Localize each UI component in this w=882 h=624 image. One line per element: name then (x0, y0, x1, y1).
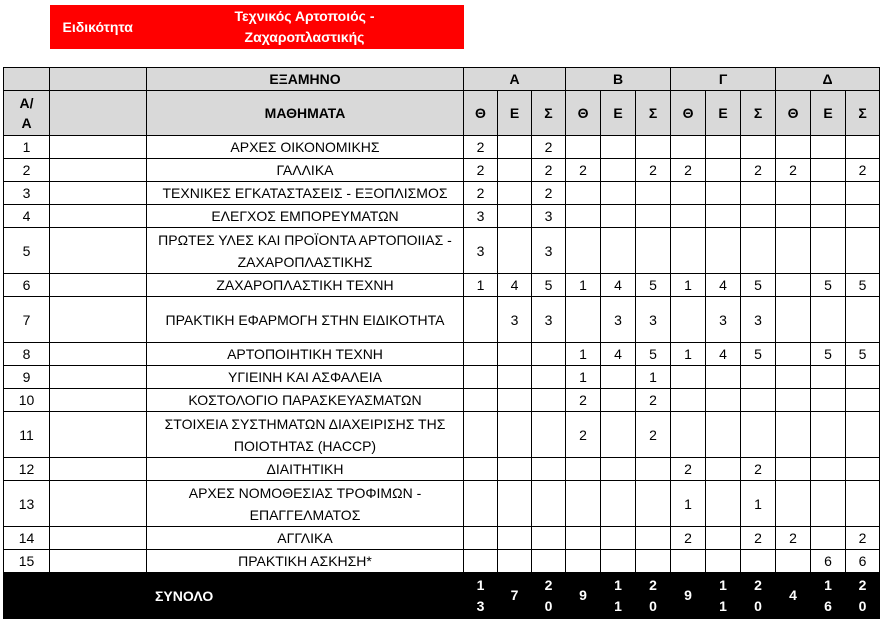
hours-cell (741, 182, 776, 205)
hours-cell (776, 205, 811, 228)
hours-cell (811, 458, 846, 481)
hours-cell (601, 458, 636, 481)
hours-cell (532, 343, 566, 366)
subjects-header: ΜΑΘΗΜΑΤΑ (147, 91, 464, 136)
hours-cell (498, 389, 532, 412)
hours-cell (636, 182, 671, 205)
hours-cell (601, 205, 636, 228)
hours-cell (566, 481, 601, 527)
hours-cell (811, 159, 846, 182)
hours-cell (846, 412, 880, 458)
table-row (4, 228, 880, 274)
hours-cell (464, 412, 498, 458)
hours-cell (498, 366, 532, 389)
hours-cell: 5 (532, 274, 566, 297)
blank-cell (50, 68, 147, 91)
hours-cell (776, 550, 811, 573)
hours-cell (846, 366, 880, 389)
subject-name: ΚΟΣΤΟΛΟΓΙΟ ΠΑΡΑΣΚΕΥΑΣΜΑΤΩΝ (147, 389, 464, 412)
hours-cell: 3 (532, 228, 566, 274)
table-row (4, 343, 880, 366)
hours-cell: 1 (671, 274, 706, 297)
hours-cell: 2 (846, 527, 880, 550)
hours-cell (601, 481, 636, 527)
hours-cell (671, 182, 706, 205)
subject-name: ΠΡΑΚΤΙΚΗ ΕΦΑΡΜΟΓΗ ΣΤΗΝ ΕΙΔΙΚΟΤΗΤΑ (147, 297, 464, 343)
hours-cell (671, 228, 706, 274)
hours-cell (776, 297, 811, 343)
hours-cell (636, 136, 671, 159)
sub-col-theory: Θ (566, 91, 601, 136)
hours-cell: 3 (532, 205, 566, 228)
hours-cell (636, 550, 671, 573)
hours-cell (601, 159, 636, 182)
subject-name: ΖΑΧΑΡΟΠΛΑΣΤΙΚΗ ΤΕΧΝΗ (147, 274, 464, 297)
hours-cell: 5 (846, 343, 880, 366)
hours-cell (741, 136, 776, 159)
hours-cell (706, 366, 741, 389)
row-number: 11 (4, 412, 50, 458)
hours-cell: 3 (464, 205, 498, 228)
table-row (4, 389, 880, 412)
hours-cell (846, 205, 880, 228)
hours-cell: 2 (671, 458, 706, 481)
table-row (4, 274, 880, 297)
hours-cell (566, 205, 601, 228)
hours-cell (671, 136, 706, 159)
hours-cell: 2 (464, 136, 498, 159)
hours-cell (532, 366, 566, 389)
blank-cell (50, 182, 147, 205)
sub-col-total: Σ (741, 91, 776, 136)
table-row (4, 366, 880, 389)
hours-cell (498, 412, 532, 458)
hours-cell (464, 458, 498, 481)
hours-cell (498, 136, 532, 159)
hours-cell: 2 (741, 458, 776, 481)
hours-cell: 1 (636, 366, 671, 389)
blank-cell (50, 412, 147, 458)
hours-cell (671, 297, 706, 343)
hours-cell: 2 (636, 159, 671, 182)
blank-cell (4, 573, 50, 619)
hours-cell (498, 527, 532, 550)
blank-cell (50, 481, 147, 527)
hours-cell: 2 (532, 159, 566, 182)
total-cell: 11 (706, 573, 741, 619)
hours-cell (532, 481, 566, 527)
curriculum-table (3, 67, 880, 619)
hours-cell (811, 527, 846, 550)
hours-cell: 3 (498, 297, 532, 343)
hours-cell: 2 (776, 159, 811, 182)
table-row (4, 550, 880, 573)
hours-cell (846, 297, 880, 343)
row-number: 2 (4, 159, 50, 182)
hours-cell (566, 550, 601, 573)
row-number: 3 (4, 182, 50, 205)
hours-cell: 2 (566, 159, 601, 182)
hours-cell: 2 (741, 159, 776, 182)
semester-c: Γ (671, 68, 776, 91)
hours-cell (464, 297, 498, 343)
hours-cell (706, 527, 741, 550)
table-row (4, 412, 880, 458)
hours-cell: 1 (671, 343, 706, 366)
table-row (4, 481, 880, 527)
column-header-row (4, 91, 880, 136)
sub-col-lab: Ε (811, 91, 846, 136)
hours-cell: 2 (566, 389, 601, 412)
hours-cell (601, 182, 636, 205)
hours-cell: 5 (741, 343, 776, 366)
row-number: 10 (4, 389, 50, 412)
hours-cell (811, 297, 846, 343)
row-number: 8 (4, 343, 50, 366)
semester-b: Β (566, 68, 671, 91)
hours-cell (464, 343, 498, 366)
hours-cell: 3 (706, 297, 741, 343)
hours-cell: 3 (636, 297, 671, 343)
subject-name: ΥΓΙΕΙΝΗ ΚΑΙ ΑΣΦΑΛΕΙΑ (147, 366, 464, 389)
hours-cell (498, 458, 532, 481)
blank-cell (50, 159, 147, 182)
subject-name: ΠΡΑΚΤΙΚΗ ΑΣΚΗΣΗ* (147, 550, 464, 573)
subject-name: ΣΤΟΙΧΕΙΑ ΣΥΣΤΗΜΑΤΩΝ ΔΙΑΧΕΙΡΙΣΗΣ ΤΗΣ ΠΟΙΟΤΗΤΑΣ (HACCP) (147, 412, 464, 458)
row-number: 5 (4, 228, 50, 274)
hours-cell (846, 481, 880, 527)
row-number: 1 (4, 136, 50, 159)
subject-name: ΑΡΧΕΣ ΟΙΚΟΝΟΜΙΚΗΣ (147, 136, 464, 159)
semester-d: Δ (776, 68, 880, 91)
sub-col-lab: Ε (498, 91, 532, 136)
hours-cell (498, 481, 532, 527)
total-cell: 16 (811, 573, 846, 619)
blank-cell (50, 366, 147, 389)
hours-cell (464, 366, 498, 389)
subject-name: ΑΓΓΛΙΚΑ (147, 527, 464, 550)
table-row (4, 159, 880, 182)
hours-cell (741, 205, 776, 228)
hours-cell: 1 (566, 274, 601, 297)
hours-cell (776, 274, 811, 297)
semester-a: Α (464, 68, 566, 91)
hours-cell (532, 550, 566, 573)
hours-cell: 2 (741, 527, 776, 550)
sub-col-total: Σ (532, 91, 566, 136)
hours-cell (498, 550, 532, 573)
hours-cell (601, 550, 636, 573)
blank-cell (50, 527, 147, 550)
hours-cell: 2 (636, 389, 671, 412)
hours-cell (498, 343, 532, 366)
hours-cell (741, 228, 776, 274)
hours-cell (706, 458, 741, 481)
hours-cell (498, 159, 532, 182)
row-number: 14 (4, 527, 50, 550)
hours-cell (601, 366, 636, 389)
hours-cell (846, 458, 880, 481)
sub-col-lab: Ε (601, 91, 636, 136)
subject-name: ΑΡΤΟΠΟΙΗΤΙΚΗ ΤΕΧΝΗ (147, 343, 464, 366)
hours-cell (566, 136, 601, 159)
blank-cell (50, 274, 147, 297)
hours-cell (776, 343, 811, 366)
table-row (4, 297, 880, 343)
blank-cell (50, 136, 147, 159)
blank-cell (4, 68, 50, 91)
hours-cell: 3 (741, 297, 776, 343)
aa-header: Α/Α (4, 91, 50, 136)
blank-cell (50, 228, 147, 274)
blank-cell (50, 205, 147, 228)
subject-name: ΓΑΛΛΙΚΑ (147, 159, 464, 182)
hours-cell (464, 389, 498, 412)
hours-cell: 4 (706, 343, 741, 366)
hours-cell: 5 (636, 274, 671, 297)
hours-cell (566, 458, 601, 481)
total-label-text: ΣΥΝΟΛΟ (155, 587, 214, 604)
hours-cell: 3 (464, 228, 498, 274)
sub-col-lab: Ε (706, 91, 741, 136)
hours-cell: 2 (566, 412, 601, 458)
sub-col-theory: Θ (464, 91, 498, 136)
hours-cell (601, 389, 636, 412)
hours-cell (741, 550, 776, 573)
hours-cell (498, 228, 532, 274)
hours-cell: 5 (741, 274, 776, 297)
total-cell: 9 (671, 573, 706, 619)
hours-cell (706, 412, 741, 458)
hours-cell: 6 (811, 550, 846, 573)
hours-cell (811, 136, 846, 159)
total-cell: 20 (532, 573, 566, 619)
row-number: 9 (4, 366, 50, 389)
blank-cell (50, 458, 147, 481)
hours-cell (671, 366, 706, 389)
hours-cell (776, 458, 811, 481)
hours-cell (811, 412, 846, 458)
hours-cell: 1 (671, 481, 706, 527)
blank-cell (50, 91, 147, 136)
hours-cell (776, 182, 811, 205)
hours-cell (846, 389, 880, 412)
total-cell: 4 (776, 573, 811, 619)
specialty-value: Τεχνικός Αρτοποιός - Ζαχαροπλαστικής (234, 8, 375, 45)
hours-cell (776, 389, 811, 412)
hours-cell (532, 527, 566, 550)
row-number: 13 (4, 481, 50, 527)
sub-col-total: Σ (846, 91, 880, 136)
hours-cell (601, 228, 636, 274)
hours-cell (846, 136, 880, 159)
hours-cell: 2 (464, 182, 498, 205)
table-row (4, 205, 880, 228)
hours-cell: 4 (601, 274, 636, 297)
semester-header: ΕΞΑΜΗΝΟ (147, 68, 464, 91)
table-row (4, 458, 880, 481)
hours-cell (636, 458, 671, 481)
hours-cell: 3 (532, 297, 566, 343)
hours-cell (776, 228, 811, 274)
total-cell: 20 (846, 573, 880, 619)
hours-cell (671, 389, 706, 412)
hours-cell: 4 (706, 274, 741, 297)
blank-cell (50, 550, 147, 573)
subject-name: ΔΙΑΙΤΗΤΙΚΗ (147, 458, 464, 481)
row-number: 7 (4, 297, 50, 343)
table-row (4, 182, 880, 205)
hours-cell: 6 (846, 550, 880, 573)
hours-cell (811, 481, 846, 527)
hours-cell: 2 (846, 159, 880, 182)
total-cell: 9 (566, 573, 601, 619)
row-number: 15 (4, 550, 50, 573)
sub-col-theory: Θ (776, 91, 811, 136)
hours-cell (706, 389, 741, 412)
hours-cell (566, 297, 601, 343)
sub-col-theory: Θ (671, 91, 706, 136)
hours-cell (741, 389, 776, 412)
hours-cell (811, 366, 846, 389)
hours-cell (776, 412, 811, 458)
hours-cell (601, 412, 636, 458)
hours-cell (776, 481, 811, 527)
subject-name: ΤΕΧΝΙΚΕΣ ΕΓΚΑΤΑΣΤΑΣΕΙΣ - ΕΞΟΠΛΙΣΜΟΣ (147, 182, 464, 205)
total-cell: 7 (498, 573, 532, 619)
hours-cell: 5 (636, 343, 671, 366)
hours-cell (706, 228, 741, 274)
subject-name: ΕΛΕΓΧΟΣ ΕΜΠΟΡΕΥΜΑΤΩΝ (147, 205, 464, 228)
hours-cell (706, 159, 741, 182)
specialty-label: Ειδικότητα (62, 18, 133, 35)
hours-cell (846, 182, 880, 205)
row-number: 4 (4, 205, 50, 228)
hours-cell (636, 205, 671, 228)
hours-cell: 1 (741, 481, 776, 527)
hours-cell (706, 205, 741, 228)
total-label (147, 573, 464, 619)
hours-cell: 4 (601, 343, 636, 366)
hours-cell (601, 527, 636, 550)
hours-cell: 1 (566, 366, 601, 389)
blank-cell (50, 573, 147, 619)
hours-cell (706, 550, 741, 573)
hours-cell (846, 228, 880, 274)
hours-cell (741, 412, 776, 458)
hours-cell (811, 389, 846, 412)
semester-header-row (4, 68, 880, 91)
total-cell: 20 (741, 573, 776, 619)
hours-cell (706, 481, 741, 527)
hours-cell (566, 228, 601, 274)
table-row (4, 527, 880, 550)
hours-cell: 2 (671, 527, 706, 550)
hours-cell: 2 (464, 159, 498, 182)
hours-cell (811, 182, 846, 205)
specialty-header (50, 5, 464, 49)
hours-cell (706, 136, 741, 159)
hours-cell (498, 205, 532, 228)
hours-cell (532, 458, 566, 481)
subject-name: ΑΡΧΕΣ ΝΟΜΟΘΕΣΙΑΣ ΤΡΟΦΙΜΩΝ - ΕΠΑΓΓΕΛΜΑΤΟΣ (147, 481, 464, 527)
hours-cell (776, 136, 811, 159)
hours-cell: 1 (566, 343, 601, 366)
blank-cell (50, 297, 147, 343)
hours-cell (498, 182, 532, 205)
hours-cell: 5 (846, 274, 880, 297)
hours-cell (671, 205, 706, 228)
hours-cell: 4 (498, 274, 532, 297)
hours-cell: 5 (811, 274, 846, 297)
hours-cell (671, 550, 706, 573)
hours-cell (811, 228, 846, 274)
table-row (4, 136, 880, 159)
hours-cell: 1 (464, 274, 498, 297)
hours-cell: 2 (636, 412, 671, 458)
blank-cell (50, 389, 147, 412)
hours-cell (741, 366, 776, 389)
row-number: 6 (4, 274, 50, 297)
total-cell: 20 (636, 573, 671, 619)
hours-cell: 3 (601, 297, 636, 343)
hours-cell (706, 182, 741, 205)
row-number: 12 (4, 458, 50, 481)
hours-cell: 2 (532, 182, 566, 205)
hours-cell (776, 366, 811, 389)
hours-cell (636, 527, 671, 550)
sub-col-total: Σ (636, 91, 671, 136)
blank-cell (50, 343, 147, 366)
hours-cell: 2 (776, 527, 811, 550)
hours-cell (464, 481, 498, 527)
hours-cell (532, 389, 566, 412)
hours-cell (636, 228, 671, 274)
hours-cell (464, 550, 498, 573)
hours-cell: 5 (811, 343, 846, 366)
total-cell: 11 (601, 573, 636, 619)
hours-cell: 2 (532, 136, 566, 159)
hours-cell (566, 182, 601, 205)
hours-cell: 2 (671, 159, 706, 182)
total-row (4, 573, 880, 619)
hours-cell (811, 205, 846, 228)
total-cell: 13 (464, 573, 498, 619)
hours-cell (601, 136, 636, 159)
hours-cell (566, 527, 601, 550)
subject-name: ΠΡΩΤΕΣ ΥΛΕΣ ΚΑΙ ΠΡΟΪΟΝΤΑ ΑΡΤΟΠΟΙΙΑΣ - ΖΑΧΑΡΟΠΛΑΣΤΙΚΗΣ (147, 228, 464, 274)
hours-cell (464, 527, 498, 550)
hours-cell (532, 412, 566, 458)
hours-cell (671, 412, 706, 458)
hours-cell (636, 481, 671, 527)
